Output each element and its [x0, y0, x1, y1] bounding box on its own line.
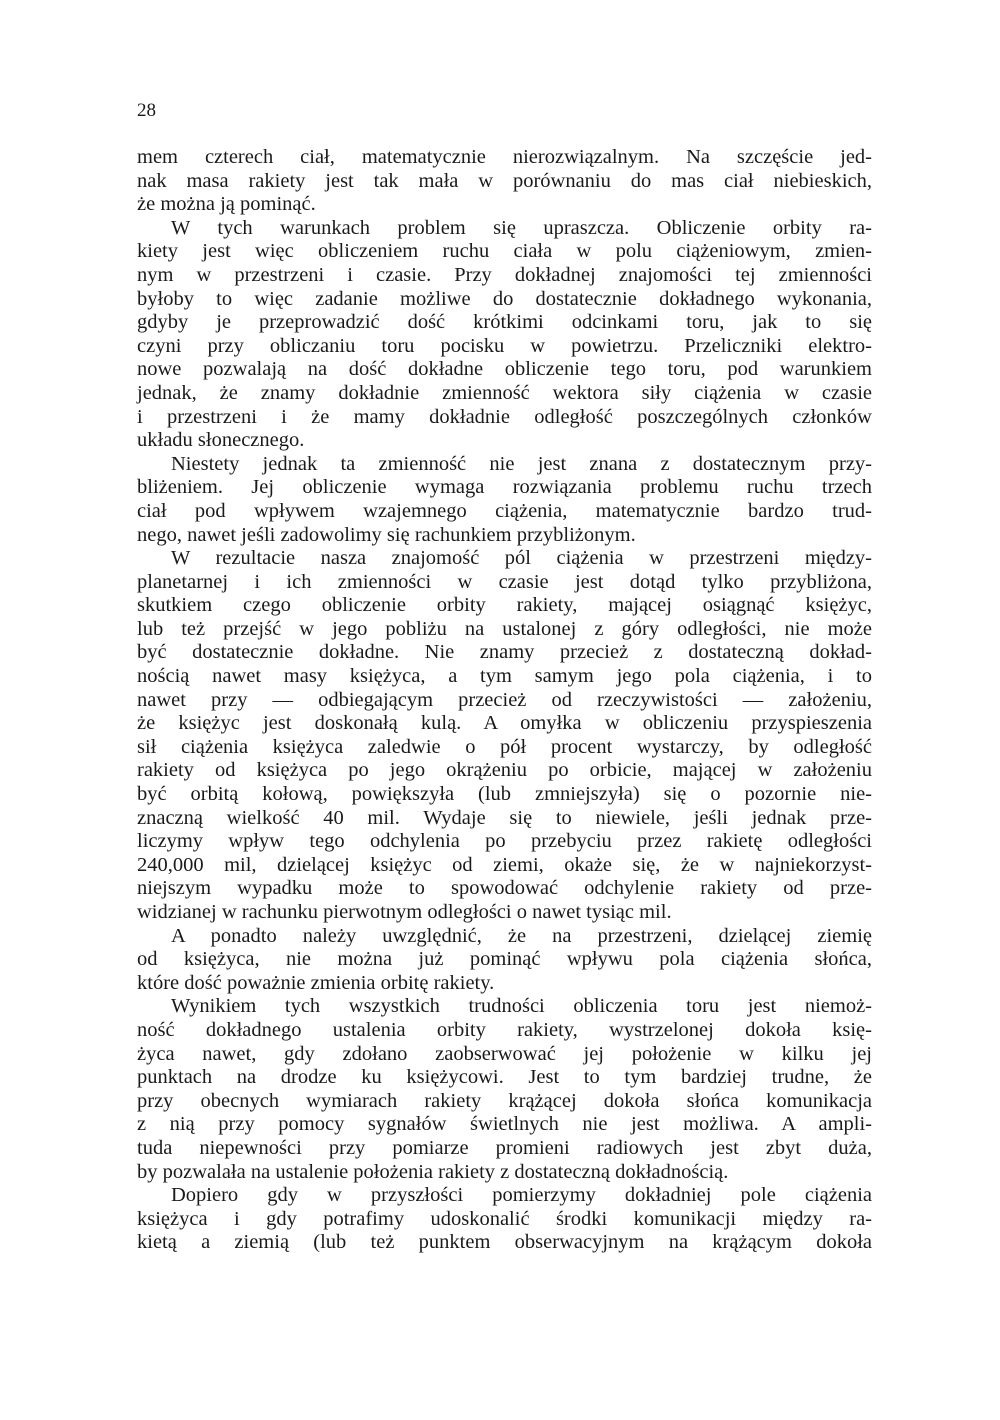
text-line: że można ją pominąć. [137, 193, 316, 216]
text-line: nością nawet masy księżyca, a tym samym jego pola ciążenia, i to [137, 665, 872, 688]
text-line: by pozwalała na ustalenie położenia rakiety z dostateczną dokładnością. [137, 1160, 729, 1183]
text-line: liczymy wpływ tego odchylenia po przebyciu przez rakietę odległości [137, 830, 872, 853]
text-line: 240,000 mil, dzielącej księżyc od ziemi, okaże się, że w najniekorzyst- [137, 853, 872, 876]
text-line: tuda niepewności przy pomiarze promieni radiowych jest zbyt duża, [137, 1136, 872, 1159]
text-line: Niestety jednak ta zmienność nie jest znana z dostatecznym przy- [171, 452, 872, 475]
text-line: rakiety od księżyca po jego okrążeniu po orbicie, mającej w założeniu [137, 759, 872, 782]
text-line: sił ciążenia księżyca zaledwie o pół procent wystarczy, by odległość [137, 735, 872, 758]
text-line: byłoby to więc zadanie możliwe do dostatecznie dokładnego wykonania, [137, 287, 872, 310]
text-line: Wynikiem tych wszystkich trudności obliczenia toru jest niemoż- [171, 995, 872, 1018]
paragraph-6 [137, 995, 872, 1184]
text-line: nawet przy — odbiegającym przecież od rzeczywistości — założeniu, [137, 688, 872, 711]
text-line: nowe pozwalają na dość dokładne obliczenie tego toru, pod warunkiem [137, 358, 872, 381]
paragraph-1 [137, 146, 872, 217]
paragraph-3 [137, 453, 872, 547]
text-line: i przestrzeni i że mamy dokładnie odległość poszczególnych członków [137, 405, 872, 428]
text-line: księżyca i gdy potrafimy udoskonalić środki komunikacji między ra- [137, 1207, 872, 1230]
text-line: które dość poważnie zmienia orbitę rakiety. [137, 971, 495, 994]
text-line: być orbitą kołową, powiększyła (lub zmniejszyła) się o pozornie nie- [137, 783, 872, 806]
text-line: jednak, że znamy dokładnie zmienność wektora siły ciążenia w czasie [137, 381, 872, 404]
text-line: planetarnej i ich zmienności w czasie jest dotąd tylko przybliżona, [137, 570, 872, 593]
text-line: Dopiero gdy w przyszłości pomierzymy dokładniej pole ciążenia [171, 1184, 872, 1207]
text-line: ność dokładnego ustalenia orbity rakiety, wystrzelonej dokoła księ- [137, 1018, 872, 1041]
text-line: od księżyca, nie można już pominąć wpływu pola ciążenia słońca, [137, 948, 872, 971]
text-line: bliżeniem. Jej obliczenie wymaga rozwiązania problemu ruchu trzech [137, 476, 872, 499]
paragraph-7 [137, 1184, 872, 1255]
text-line: gdyby je przeprowadzić dość krótkimi odcinkami toru, jak to się [137, 311, 872, 334]
text-line: kiety jest więc obliczeniem ruchu ciała w polu ciążeniowym, zmien- [137, 240, 872, 263]
text-line: być dostatecznie dokładne. Nie znamy przecież z dostateczną dokład- [137, 641, 872, 664]
text-line: punktach na drodze ku księżycowi. Jest to tym bardziej trudne, że [137, 1066, 872, 1089]
text-line: W rezultacie nasza znajomość pól ciążenia w przestrzeni między- [171, 547, 872, 570]
text-line: znaczną wielkość 40 mil. Wydaje się to niewiele, jeśli jednak prze- [137, 806, 872, 829]
body-text [137, 146, 872, 1255]
paragraph-5 [137, 925, 872, 996]
text-line: że księżyc jest doskonałą kulą. A omyłka w obliczeniu przyspieszenia [137, 712, 872, 735]
text-line: nym w przestrzeni i czasie. Przy dokładnej znajomości tej zmienności [137, 263, 872, 286]
paragraph-4 [137, 547, 872, 925]
text-line: życa nawet, gdy zdołano zaobserwować jej położenie w kilku jej [137, 1042, 872, 1065]
text-line: ciał pod wpływem wzajemnego ciążenia, matematycznie bardzo trud- [137, 499, 872, 522]
text-line: mem czterech ciał, matematycznie nierozwiązalnym. Na szczęście jed- [137, 146, 872, 168]
page-number: 28 [137, 100, 156, 121]
text-line: widzianej w rachunku pierwotnym odległości o nawet tysiąc mil. [137, 901, 672, 923]
text-line: lub też przejść w jego pobliżu na ustalonej z góry odległości, nie może [137, 617, 872, 640]
text-line: z nią przy pomocy sygnałów świetlnych nie jest możliwa. A ampli- [137, 1113, 872, 1136]
text-line: przy obecnych wymiarach rakiety krążącej dokoła słońca komunikacja [137, 1089, 872, 1112]
text-line: czyni przy obliczaniu toru pocisku w powietrzu. Przeliczniki elektro- [137, 334, 872, 357]
text-line: kietą a ziemią (lub też punktem obserwacyjnym na krążącym dokoła [137, 1231, 872, 1254]
paragraph-2 [137, 217, 872, 453]
text-line: układu słonecznego. [137, 429, 305, 452]
text-line: niejszym wypadku może to spowodować odchylenie rakiety od prze- [137, 877, 872, 900]
text-line: nego, nawet jeśli zadowolimy się rachunkiem przybliżonym. [137, 523, 636, 546]
text-line: nak masa rakiety jest tak mała w porównaniu do mas ciał niebieskich, [137, 169, 872, 192]
text-line: A ponadto należy uwzględnić, że na przestrzeni, dzielącej ziemię [171, 924, 872, 947]
text-line: skutkiem czego obliczenie orbity rakiety, mającej osiągnąć księżyc, [137, 594, 872, 617]
text-line: W tych warunkach problem się upraszcza. Obliczenie orbity ra- [171, 216, 872, 239]
